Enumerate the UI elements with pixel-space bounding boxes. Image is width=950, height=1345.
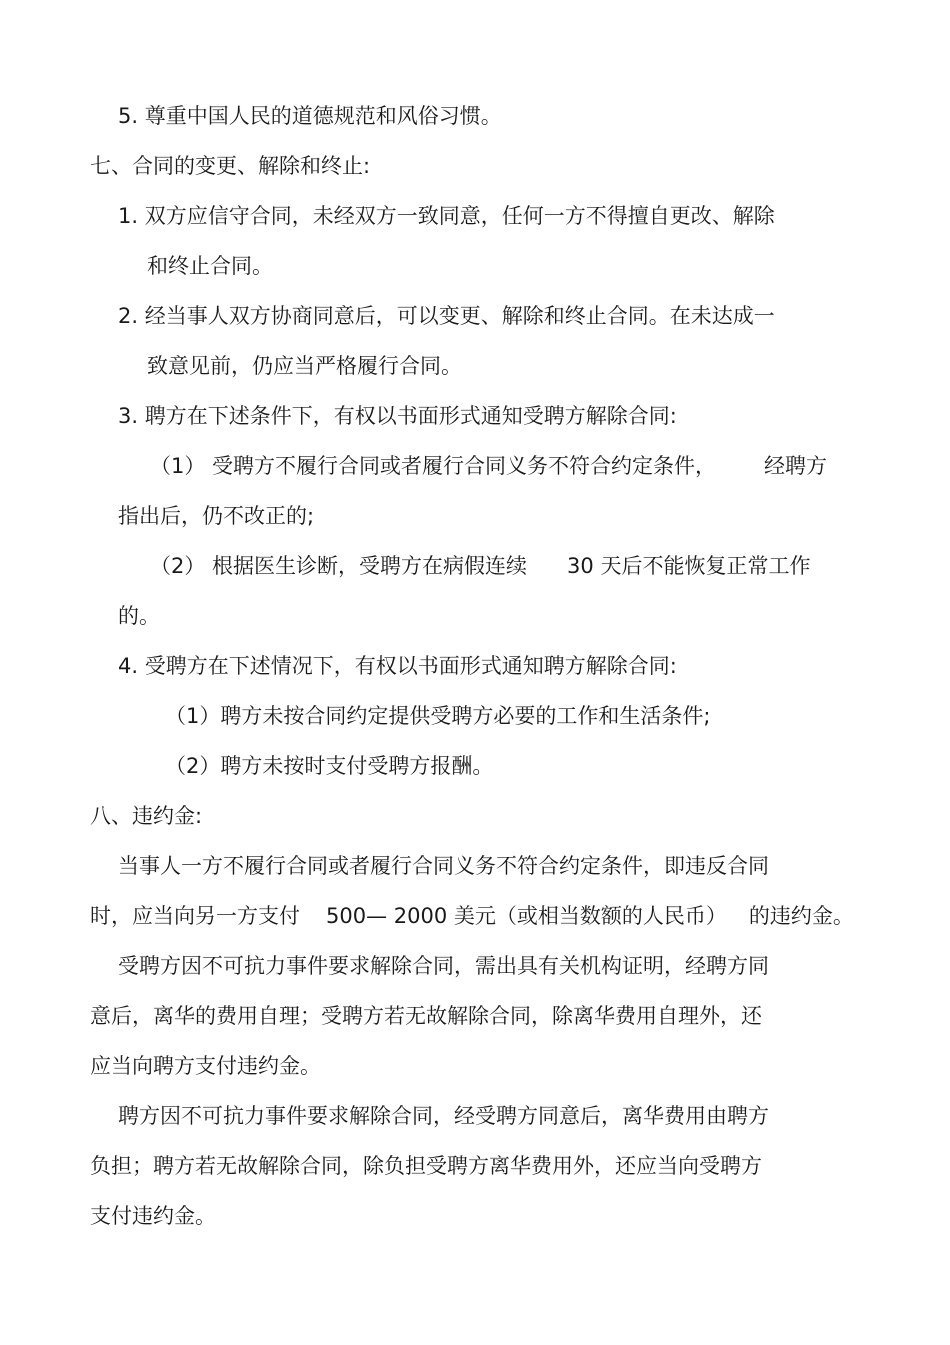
s7-item-4: 4. 受聘方在下述情况下，有权以书面形式通知聘方解除合同: (118, 654, 677, 678)
s8-para-2-line-3: 应当向聘方支付违约金。 (90, 1054, 321, 1078)
s7-item-3-sub-1-text-b: 经聘方 (764, 454, 828, 478)
s7-item-3-sub-2-line-2: 的。 (118, 604, 160, 628)
s7-item-2-line-1: 2. 经当事人双方协商同意后，可以变更、解除和终止合同。在未达成一 (118, 304, 775, 328)
s8-para-3-line-1: 聘方因不可抗力事件要求解除合同，经受聘方同意后，离华费用由聘方 (118, 1104, 769, 1128)
s7-item-3-sub-2-line-1 (150, 551, 810, 581)
s7-item-4-sub-2: （2）聘方未按时支付受聘方报酬。 (165, 754, 494, 778)
s7-item-2-line-2: 致意见前，仍应当严格履行合同。 (147, 354, 462, 378)
s8-para-2-line-1: 受聘方因不可抗力事件要求解除合同，需出具有关机构证明，经聘方同 (118, 954, 769, 978)
section-8-heading: 八、违约金: (90, 804, 203, 828)
s7-item-3-sub-1-line-2: 指出后，仍不改正的; (118, 504, 315, 528)
s8-para-1-line-1: 当事人一方不履行合同或者履行合同义务不符合约定条件，即违反合同 (118, 854, 769, 878)
s8-para-1-line-2 (90, 901, 854, 931)
s7-item-3-sub-2-text-a: （2） 根据医生诊断，受聘方在病假连续 (150, 554, 528, 578)
item-5: 5. 尊重中国人民的道德规范和风俗习惯。 (118, 104, 502, 128)
s7-item-3-sub-2-text-b: 30 天后不能恢复正常工作 (567, 554, 811, 578)
s8-para-2-line-2: 意后，离华的费用自理；受聘方若无故解除合同，除离华费用自理外，还 (90, 1004, 762, 1028)
s7-item-3-sub-1-text-a: （1） 受聘方不履行合同或者履行合同义务不符合约定条件， (150, 454, 717, 478)
s7-item-3-sub-1-line-1 (150, 451, 827, 481)
s7-item-1-line-2: 和终止合同。 (147, 254, 273, 278)
s8-para-1-text-a: 时，应当向另一方支付 (90, 904, 300, 928)
s8-para-1-text-c: 的违约金。 (748, 904, 854, 928)
s7-item-4-sub-1: （1）聘方未按合同约定提供受聘方必要的工作和生活条件; (165, 704, 711, 728)
s8-para-3-line-2: 负担；聘方若无故解除合同，除负担受聘方离华费用外，还应当向受聘方 (90, 1154, 762, 1178)
s7-item-3: 3. 聘方在下述条件下，有权以书面形式通知受聘方解除合同: (118, 404, 677, 428)
s8-para-3-line-3: 支付违约金。 (90, 1204, 216, 1228)
s8-para-1-text-b: 500— 2000 美元（或相当数额的人民币） (326, 904, 727, 928)
section-7-heading: 七、合同的变更、解除和终止: (90, 154, 371, 178)
s7-item-1-line-1: 1. 双方应信守合同，未经双方一致同意，任何一方不得擅自更改、解除 (118, 204, 775, 228)
